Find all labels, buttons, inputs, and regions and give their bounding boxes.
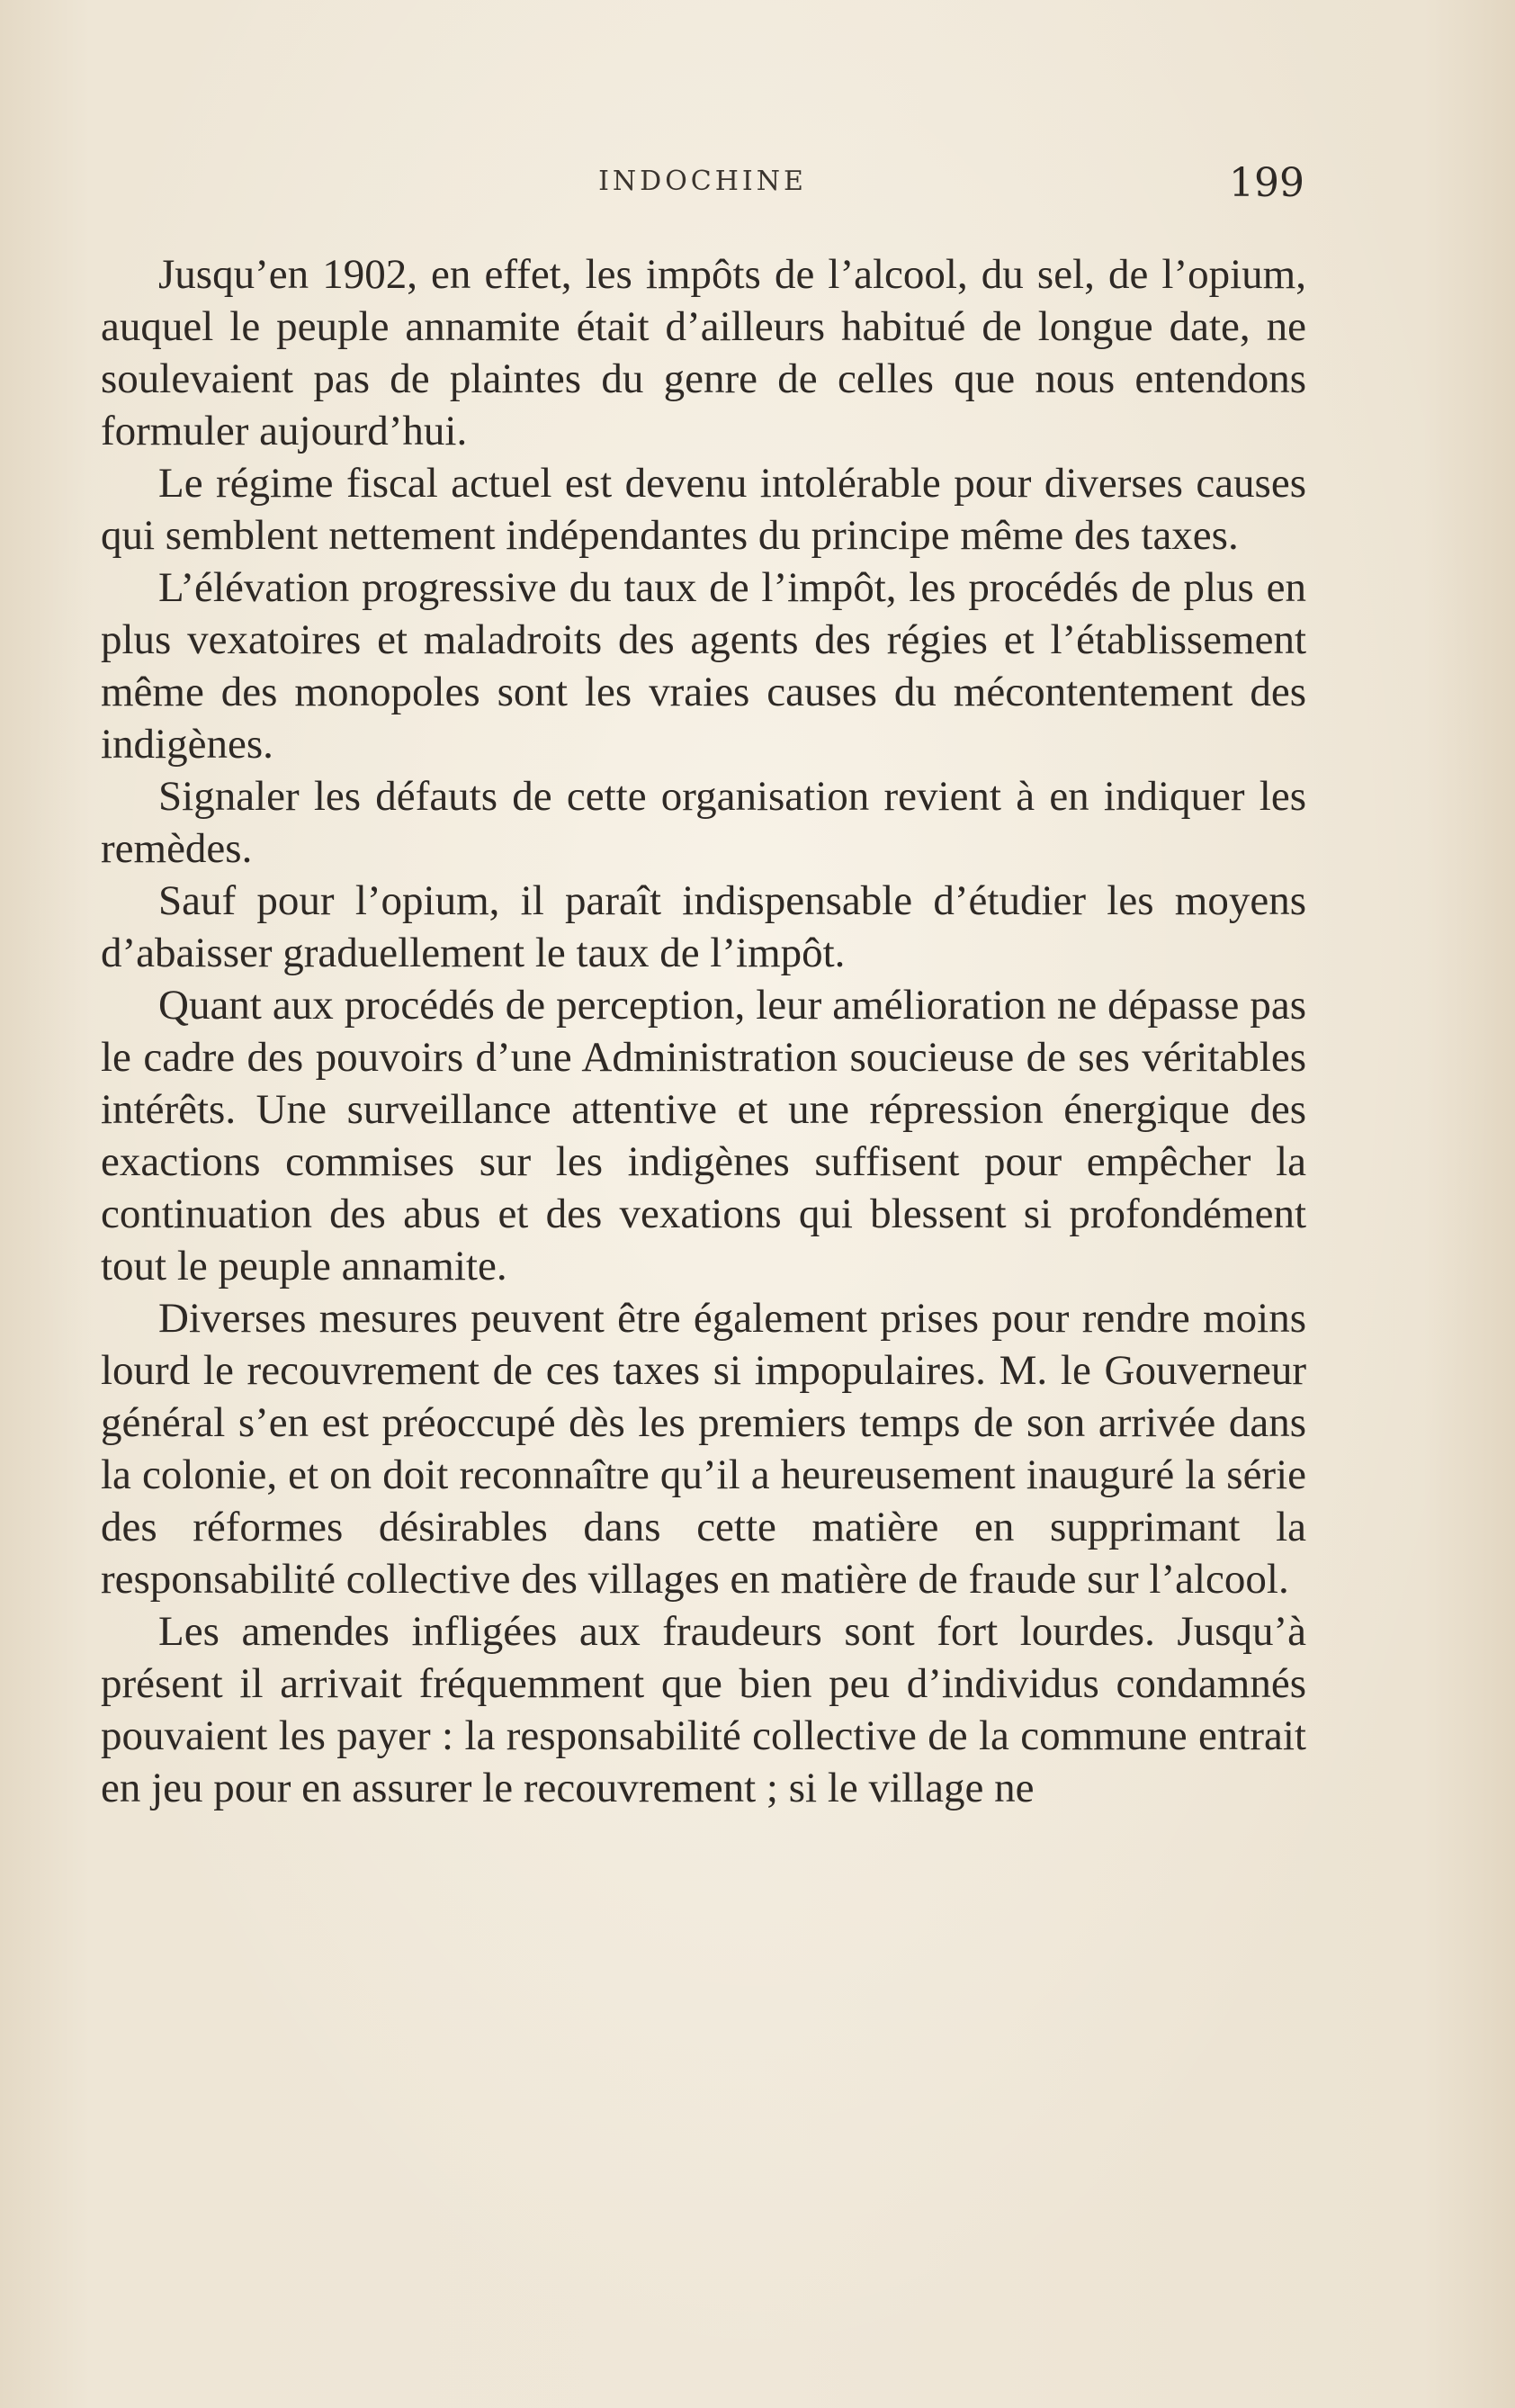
body-text	[101, 248, 1306, 1814]
paragraph-5: Sauf pour l’opium, il paraît indispensable d’étudier les moyens d’abaisser graduellement le taux de l’impôt.	[101, 877, 1306, 976]
running-head	[101, 160, 1304, 214]
paragraph-7: Diverses mesures peuvent être également prises pour rendre moins lourd le recouvrement de ces taxes si impopulaires. M. le Gouverneur général s’en est préoccupé dès les premiers temps de son arrivée dans la colonie, et on doit reconnaître qu’il a heureusement inauguré la série des réformes désirables dans cette matière en supprimant la responsabilité collective des villages en matière de fraude sur l’alcool.	[101, 1295, 1306, 1603]
paragraph-2: Le régime fiscal actuel est devenu intolérable pour diverses causes qui semblent nettement indépendantes du principe même des taxes.	[101, 460, 1306, 559]
paragraph-4: Signaler les défauts de cette organisation revient à en indiquer les remèdes.	[101, 773, 1306, 872]
paragraph-1: Jusqu’en 1902, en effet, les impôts de l’alcool, du sel, de l’opium, auquel le peuple annamite était d’ailleurs habitué de longue date, ne soulevaient pas de plaintes du genre de celles que nous entendons formuler aujourd’hui.	[101, 251, 1306, 454]
running-head-title: INDOCHINE	[598, 166, 807, 197]
page-number: 199	[1229, 160, 1304, 206]
paragraph-8: Les amendes infligées aux fraudeurs sont fort lourdes. Jusqu’à présent il arrivait fréquemment que bien peu d’individus condamnés pouvaient les payer : la responsabilité collective de la commune entrait en jeu pour en assurer le recouvrement ; si le village ne	[101, 1608, 1306, 1811]
paragraph-3: L’élévation progressive du taux de l’impôt, les procédés de plus en plus vexatoires et maladroits des agents des régies et l’établissement même des monopoles sont les vraies causes du mécontentement des indigènes.	[101, 564, 1306, 768]
paragraph-6: Quant aux procédés de perception, leur amélioration ne dépasse pas le cadre des pouvoirs d’une Administration soucieuse de ses véritables intérêts. Une surveillance attentive et une répression énergique des exactions commises sur les indigènes suffisent pour empêcher la continuation des abus et des vexations qui blessent si profondément tout le peuple annamite.	[101, 982, 1306, 1289]
